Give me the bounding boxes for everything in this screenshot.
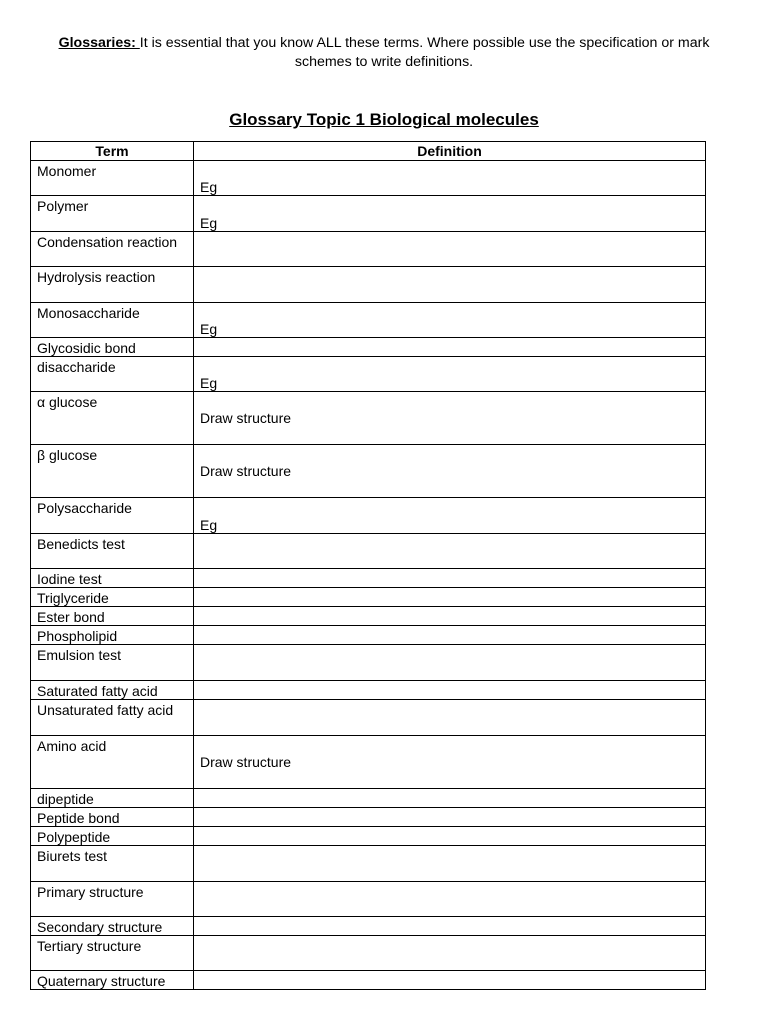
definition-cell[interactable] [194,846,706,882]
term-cell: Iodine test [31,569,194,588]
term-cell: Glycosidic bond [31,338,194,357]
table-row [31,736,706,789]
table-row [31,882,706,917]
definition-cell[interactable]: Draw structure [194,445,706,498]
definition-cell[interactable]: Eg [194,161,706,196]
table-row [31,971,706,990]
table-row [31,917,706,936]
definition-cell[interactable] [194,569,706,588]
definition-cell[interactable]: Draw structure [194,392,706,445]
definition-cell[interactable] [194,645,706,681]
term-cell: Triglyceride [31,588,194,607]
table-row [31,161,706,196]
table-row [31,789,706,808]
definition-cell[interactable] [194,626,706,645]
table-row [31,196,706,232]
term-cell: Emulsion test [31,645,194,681]
term-cell: Unsaturated fatty acid [31,700,194,736]
definition-cell[interactable]: Eg [194,498,706,534]
term-cell: Hydrolysis reaction [31,267,194,303]
definition-cell[interactable] [194,971,706,990]
definition-cell[interactable]: Eg [194,303,706,338]
definition-cell[interactable] [194,232,706,267]
table-row [31,626,706,645]
table-row [31,232,706,267]
term-cell: Phospholipid [31,626,194,645]
table-row [31,303,706,338]
table-row [31,338,706,357]
definition-cell[interactable] [194,338,706,357]
definition-cell[interactable] [194,700,706,736]
term-cell: Condensation reaction [31,232,194,267]
term-cell: Amino acid [31,736,194,789]
table-row [31,498,706,534]
page-title: Glossary Topic 1 Biological molecules [229,110,539,129]
term-cell: dipeptide [31,789,194,808]
definition-cell[interactable]: Eg [194,357,706,392]
definition-cell[interactable] [194,588,706,607]
definition-cell[interactable] [194,882,706,917]
term-cell: Tertiary structure [31,936,194,971]
definition-cell[interactable]: Eg [194,196,706,232]
table-row [31,445,706,498]
glossary-table [30,141,706,990]
term-cell: disaccharide [31,357,194,392]
table-row [31,681,706,700]
term-cell: Biurets test [31,846,194,882]
table-row [31,846,706,882]
term-cell: β glucose [31,445,194,498]
table-header-row [31,142,706,161]
term-cell: Quaternary structure [31,971,194,990]
intro-text: It is essential that you know ALL these terms. Where possible use the specification or mark schemes to write definitions. [139,35,710,70]
term-cell: Peptide bond [31,808,194,827]
term-cell: Monosaccharide [31,303,194,338]
definition-cell[interactable] [194,808,706,827]
table-row [31,534,706,569]
term-column-header: Term [31,142,194,161]
table-row [31,267,706,303]
table-row [31,569,706,588]
term-cell: Polymer [31,196,194,232]
table-row [31,607,706,626]
table-row [31,645,706,681]
table-row [31,827,706,846]
definition-cell[interactable] [194,789,706,808]
term-cell: Polysaccharide [31,498,194,534]
definition-cell[interactable] [194,267,706,303]
table-row [31,700,706,736]
term-cell: α glucose [31,392,194,445]
definition-cell[interactable] [194,936,706,971]
intro-lead: Glossaries: [58,35,140,51]
table-row [31,392,706,445]
definition-cell[interactable] [194,827,706,846]
definition-cell[interactable] [194,917,706,936]
term-cell: Saturated fatty acid [31,681,194,700]
table-row [31,357,706,392]
term-cell: Monomer [31,161,194,196]
definition-cell[interactable]: Draw structure [194,736,706,789]
table-row [31,936,706,971]
intro-instructions [30,34,738,72]
definition-column-header: Definition [194,142,706,161]
definition-cell[interactable] [194,681,706,700]
term-cell: Primary structure [31,882,194,917]
definition-cell[interactable] [194,607,706,626]
table-row [31,808,706,827]
table-row [31,588,706,607]
term-cell: Benedicts test [31,534,194,569]
term-cell: Polypeptide [31,827,194,846]
term-cell: Ester bond [31,607,194,626]
definition-cell[interactable] [194,534,706,569]
term-cell: Secondary structure [31,917,194,936]
